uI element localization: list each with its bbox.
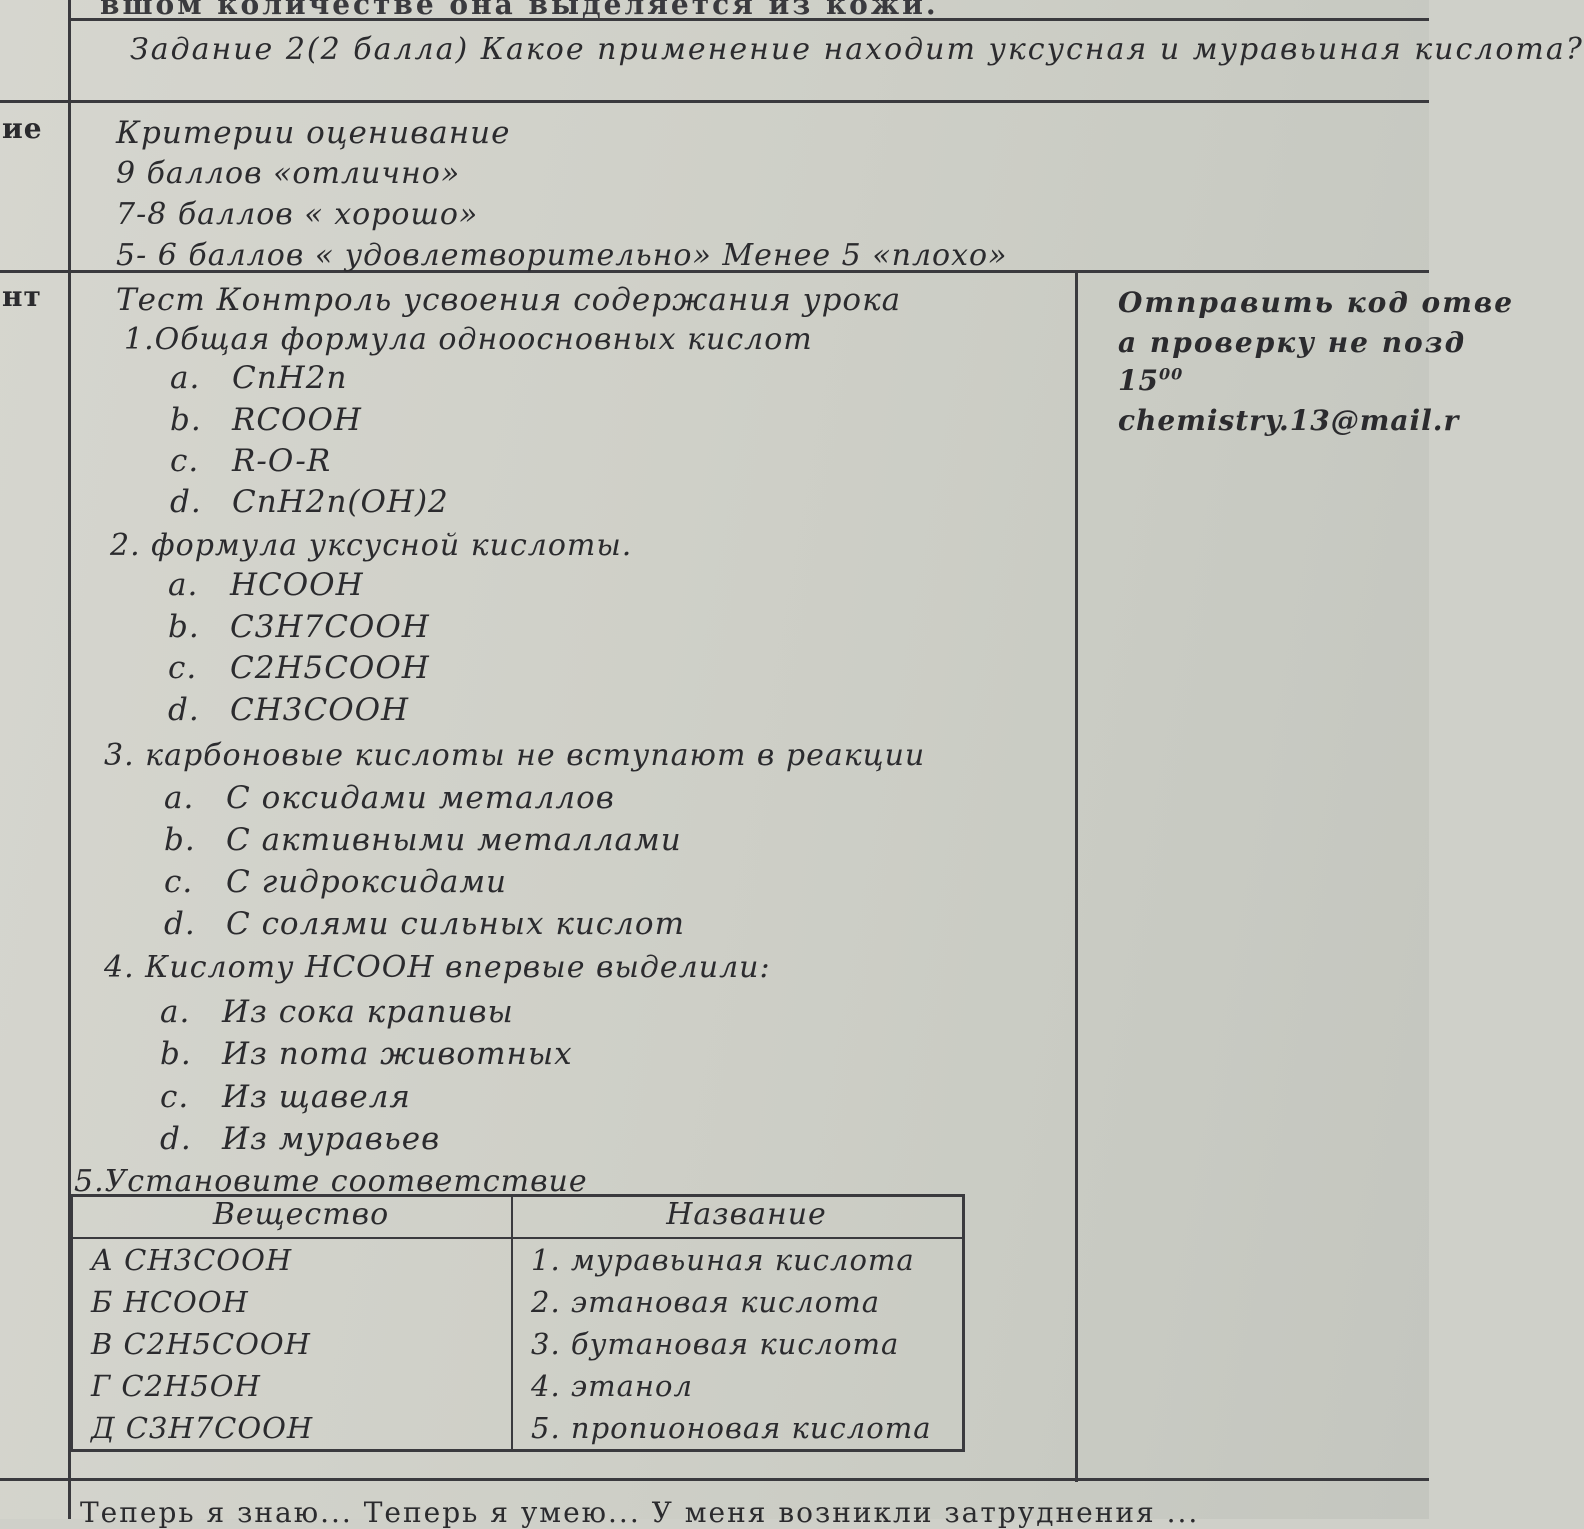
option: [164, 822, 682, 858]
name-item: 3. бутановая кислота: [531, 1327, 900, 1361]
option-letter: a.: [170, 360, 201, 396]
option-text: С оксидами металлов: [226, 780, 615, 816]
substance-item: А CH3COOH: [91, 1243, 293, 1277]
test-right-border: [1075, 272, 1078, 1482]
option-letter: c.: [164, 864, 194, 900]
option: [168, 692, 409, 728]
option-text: Из муравьев: [222, 1121, 441, 1157]
option-text: HCOOH: [230, 567, 364, 603]
option-letter: a.: [168, 567, 199, 603]
option-letter: d.: [160, 1121, 192, 1157]
substance-item: Б HCOOH: [91, 1285, 249, 1319]
option: [164, 864, 507, 900]
substance-item: Д C3H7COOH: [91, 1411, 314, 1445]
option-text: Из сока крапивы: [222, 994, 514, 1030]
option: [168, 609, 430, 645]
time-hours: 15: [1118, 364, 1159, 397]
option: [170, 360, 347, 396]
option-letter: d.: [170, 484, 202, 520]
right-note-email: chemistry.13@mail.r: [1118, 404, 1460, 437]
top-text: вшом количестве она выделяется из кожи.: [100, 0, 939, 21]
criteria-title: Критерии оценивание: [116, 115, 511, 151]
option-letter: b.: [168, 609, 200, 645]
option: [160, 994, 514, 1030]
substance-column: [72, 1238, 513, 1451]
option-letter: a.: [160, 994, 191, 1030]
option: [164, 780, 615, 816]
question-2: 2. формула уксусной кислоты.: [110, 528, 633, 563]
option: [170, 402, 362, 438]
option-letter: b.: [170, 402, 202, 438]
substance-item: Г C2H5OH: [91, 1369, 261, 1403]
option: [164, 906, 685, 942]
criteria-line: 5- 6 баллов « удовлетворительно» Менее 5 «плохо»: [116, 238, 1008, 273]
option-letter: b.: [164, 822, 196, 858]
option-letter: d.: [164, 906, 196, 942]
option: [168, 650, 430, 686]
right-note-time: [1118, 364, 1183, 397]
option-letter: b.: [160, 1036, 192, 1072]
row-divider-4: [0, 1478, 1429, 1481]
question-3: 3. карбоновые кислоты не вступают в реакции: [104, 738, 926, 773]
bottom-text: Теперь я знаю... Теперь я умею... У меня возникли затруднения ...: [80, 1496, 1200, 1529]
name-item: 2. этановая кислота: [531, 1285, 881, 1319]
option-text: С солями сильных кислот: [226, 906, 685, 942]
question-5: 5.Установите соответствие: [74, 1164, 588, 1199]
option-text: CH3COOH: [230, 692, 410, 728]
test-title: Тест Контроль усвоения содержания урока: [116, 282, 902, 318]
option-text: RCOOH: [232, 402, 362, 438]
option-letter: c.: [170, 443, 200, 479]
option: [160, 1079, 411, 1115]
right-note-line: а проверку не позд: [1118, 326, 1467, 359]
name-item: 4. этанол: [531, 1369, 693, 1403]
option-text: С активными металлами: [226, 822, 682, 858]
option: [160, 1036, 573, 1072]
matching-table: [70, 1194, 965, 1452]
option-letter: c.: [160, 1079, 190, 1115]
option: [170, 484, 449, 520]
option-text: С гидроксидами: [226, 864, 507, 900]
option: [160, 1121, 440, 1157]
left-label-test: нт: [2, 280, 42, 313]
name-item: 1. муравьиная кислота: [531, 1243, 915, 1277]
option-letter: d.: [168, 692, 200, 728]
option-text: CnH2n(OH)2: [232, 484, 449, 520]
question-1: 1.Общая формула одноосновных кислот: [124, 322, 813, 357]
option-letter: a.: [164, 780, 195, 816]
option: [170, 443, 331, 479]
substance-item: В C2H5COOH: [91, 1327, 311, 1361]
name-column: [512, 1238, 964, 1451]
name-item: 5. пропионовая кислота: [531, 1411, 932, 1445]
criteria-line: 9 баллов «отлично»: [116, 156, 461, 191]
option-text: R-O-R: [232, 443, 332, 479]
question-4: 4. Кислоту HCOOH впервые выделили:: [104, 950, 771, 985]
matching-header-name: Название: [512, 1196, 964, 1239]
option: [168, 567, 364, 603]
left-label-criteria: ие: [2, 112, 43, 145]
option-text: C2H5COOH: [230, 650, 430, 686]
task2-text: Задание 2(2 балла) Какое применение находит уксусная и муравьиная кислота?: [130, 32, 1584, 67]
option-text: C3H7COOH: [230, 609, 430, 645]
matching-header-substance: Вещество: [72, 1196, 513, 1239]
option-letter: c.: [168, 650, 198, 686]
criteria-line: 7-8 баллов « хорошо»: [116, 197, 479, 232]
option-text: Из пота животных: [222, 1036, 573, 1072]
time-minutes: 00: [1158, 364, 1184, 384]
option-text: CnH2n: [232, 360, 348, 396]
row-divider-2: [0, 100, 1429, 103]
option-text: Из щавеля: [222, 1079, 411, 1115]
right-note-line: Отправить код отве: [1118, 286, 1515, 319]
